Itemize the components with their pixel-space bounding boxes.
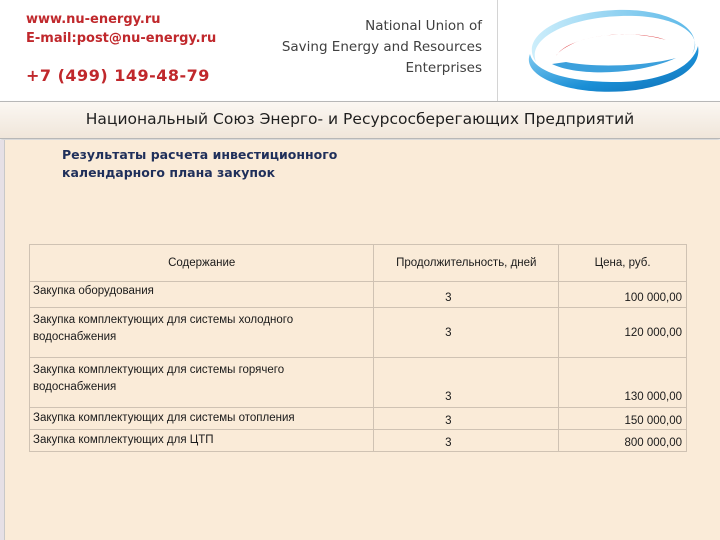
email-link[interactable]: E-mail:post@nu-energy.ru [26, 31, 217, 46]
swoosh-logo-icon [516, 6, 710, 100]
organization-english-name [242, 16, 482, 79]
header-divider [497, 0, 498, 104]
description-text: Закупка комплектующих для системы холодного [33, 314, 294, 326]
row-price: 800 000,00 [559, 430, 687, 452]
row-duration: 3 [374, 358, 559, 408]
english-name-line-2: Saving Energy and Resources [281, 39, 482, 55]
website-link[interactable]: www.nu-energy.ru [26, 12, 161, 27]
row-duration: 3 [374, 408, 559, 430]
description-text: Закупка оборудования [33, 285, 154, 297]
procurement-table [29, 244, 687, 452]
row-description [30, 430, 374, 452]
row-description [30, 308, 374, 358]
row-duration: 3 [374, 282, 559, 308]
description-text: Закупка комплектующих для системы отопления [33, 412, 295, 424]
row-description [30, 282, 374, 308]
description-text: Закупка комплектующих для системы горячего [33, 364, 285, 376]
document-title-line-2: календарного плана закупок [62, 165, 276, 180]
row-price: 150 000,00 [559, 408, 687, 430]
page-header [0, 0, 720, 104]
header-price: Цена, руб. [559, 245, 687, 282]
description-text: водоснабжения [33, 381, 117, 393]
table-header-row [30, 245, 687, 282]
row-duration: 3 [374, 430, 559, 452]
row-duration: 3 [374, 308, 559, 358]
english-name-line-1: National Union of [365, 18, 482, 34]
description-text: Закупка комплектующих для ЦТП [33, 434, 214, 446]
organization-banner [0, 101, 720, 139]
document-title [62, 146, 422, 182]
header-content: Содержание [30, 245, 374, 282]
row-description [30, 408, 374, 430]
table-row [30, 282, 687, 308]
english-name-line-3: Enterprises [405, 60, 482, 76]
table-row [30, 408, 687, 430]
phone-number: +7 (499) 149-48-79 [26, 66, 210, 85]
table-row [30, 430, 687, 452]
table-row [30, 358, 687, 408]
description-text: водоснабжения [33, 331, 117, 343]
row-price: 130 000,00 [559, 358, 687, 408]
document-title-line-1: Результаты расчета инвестиционного [62, 147, 338, 162]
banner-title: Национальный Союз Энерго- и Ресурсосберегающих Предприятий [85, 110, 635, 128]
table-row [30, 308, 687, 358]
row-price: 120 000,00 [559, 308, 687, 358]
header-duration: Продолжительность, дней [374, 245, 559, 282]
row-description [30, 358, 374, 408]
row-price: 100 000,00 [559, 282, 687, 308]
